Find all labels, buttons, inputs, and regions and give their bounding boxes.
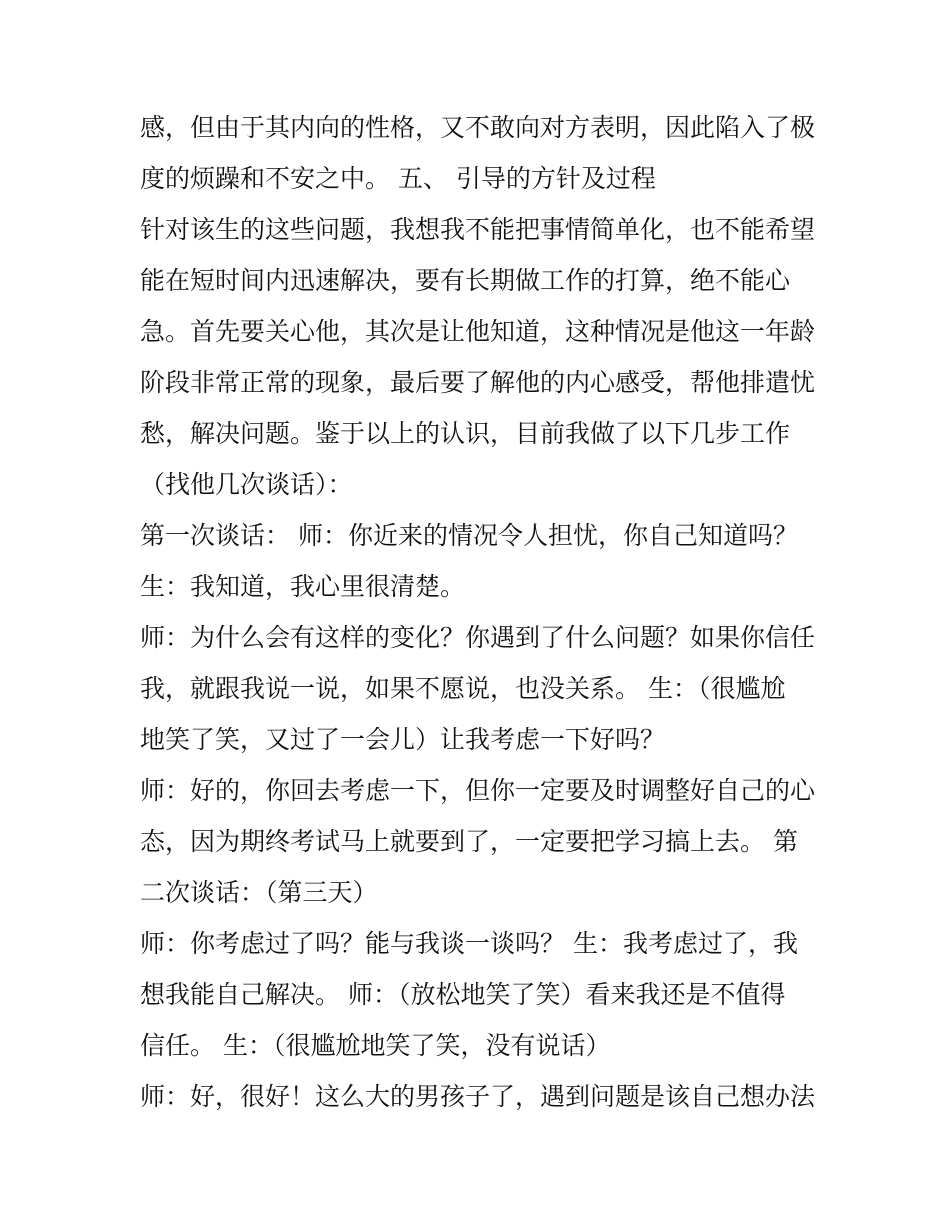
text-line: 信任。 生：（很尴尬地笑了笑，没有说话） — [140, 1031, 611, 1060]
text-line: 生：我知道，我心里很清楚。 — [140, 572, 466, 601]
text-line: 急。首先要关心他，其次是让他知道，这种情况是他这一年龄 — [140, 317, 816, 346]
text-line: 愁，解决问题。鉴于以上的认识，目前我做了以下几步工作 — [140, 419, 791, 448]
text-line: 度的烦躁和不安之中。 五、 引导的方针及过程 — [140, 164, 656, 193]
text-line: 阶段非常正常的现象，最后要了解他的内心感受，帮他排遣忧 — [140, 368, 816, 397]
text-line: 态，因为期终考试马上就要到了，一定要把学习搞上去。 第 — [140, 827, 798, 856]
text-line: 感，但由于其内向的性格，又不敢向对方表明，因此陷入了极 — [140, 113, 816, 142]
text-line: 师：为什么会有这样的变化？你遇到了什么问题？如果你信任 — [140, 623, 816, 652]
text-line: 第一次谈话： 师：你近来的情况令人担忧，你自己知道吗？ — [140, 521, 798, 550]
document-body — [140, 102, 820, 1122]
text-line: 能在短时间内迅速解决，要有长期做工作的打算，绝不能心 — [140, 266, 791, 295]
text-line: 想我能自己解决。 师：（放松地笑了笑）看来我还是不值得 — [140, 980, 786, 1009]
text-line: 二次谈话：（第三天） — [140, 878, 378, 907]
text-line: （找他几次谈话）： — [140, 470, 353, 499]
text-line: 师：好，很好！这么大的男孩子了，遇到问题是该自己想办法 — [140, 1082, 816, 1111]
text-line: 师：你考虑过了吗？能与我谈一谈吗？ 生：我考虑过了，我 — [140, 929, 798, 958]
text-line: 针对该生的这些问题，我想我不能把事情简单化，也不能希望 — [140, 215, 816, 244]
text-line: 我，就跟我说一说，如果不愿说，也没关系。 生：（很尴尬 — [140, 674, 786, 703]
text-line: 地笑了笑，又过了一会儿）让我考虑一下好吗？ — [140, 725, 666, 754]
text-line: 师：好的，你回去考虑一下，但你一定要及时调整好自己的心 — [140, 776, 816, 805]
